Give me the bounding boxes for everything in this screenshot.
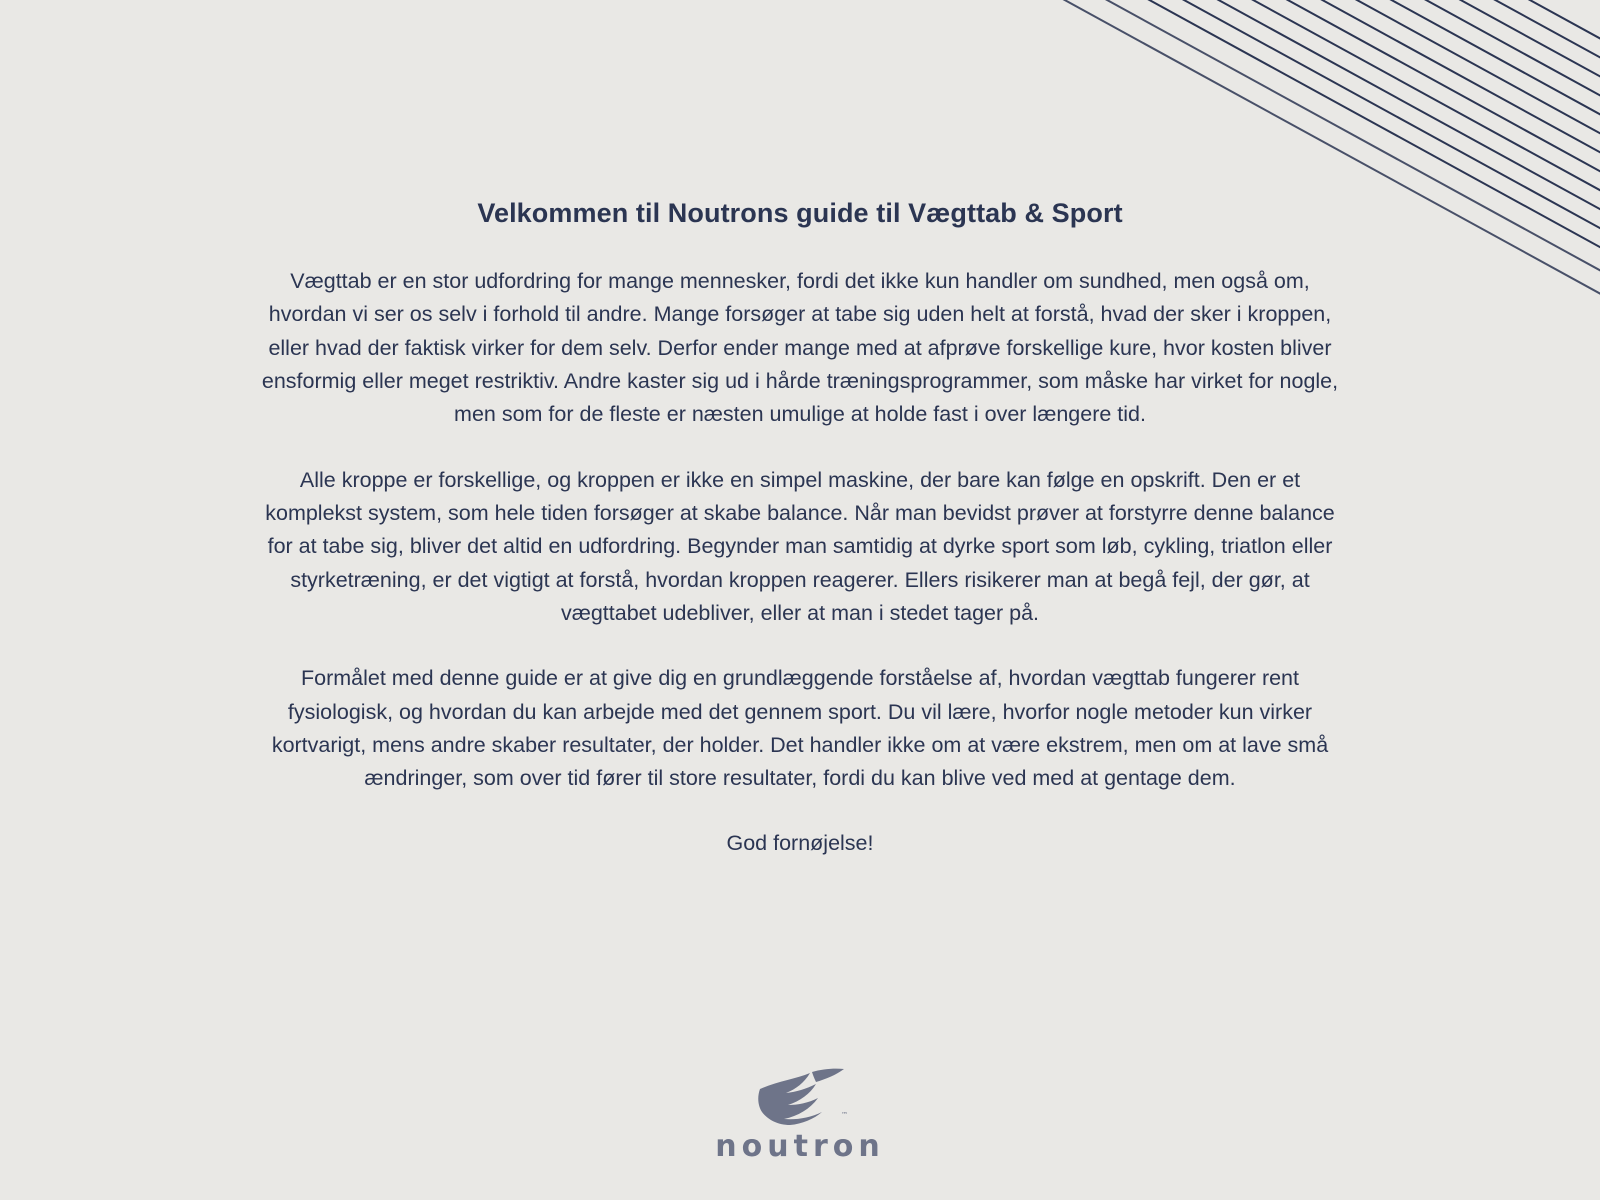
footer-logo bbox=[0, 1067, 1600, 1164]
closing-line: God fornøjelse! bbox=[726, 831, 874, 856]
paragraph-2: Alle kroppe er forskellige, og kroppen er ikke en simpel maskine, der bare kan følge en opskrift. Den er et komplekst system, som hele tiden forsøger at skabe balance. Når man bevidst prøver at forstyrre denne balance for at tabe sig, bliver det altid en udfordring. Begynder man samtidig at dyrke sport som løb, cykling, triatlon eller styrketræning, er det vigtigt at forstå, hvordan kroppen reagerer. Ellers risikerer man at begå fejl, der gør, at vægttabet udebliver, eller at man i stedet tager på. bbox=[265, 467, 1335, 625]
brand-wordmark: noutron bbox=[715, 1129, 885, 1164]
paragraph-1: Vægttab er en stor udfordring for mange mennesker, fordi det ikke kun handler om sundhed, men også om, hvordan vi ser os selv i forhold til andre. Mange forsøger at tabe sig uden helt at forstå, hvad der sker i kroppen, eller hvad der faktisk virker for dem selv. Derfor ender mange med at afprøve forskellige kure, hvor kosten bliver ensformig eller meget restriktiv. Andre kaster sig ud i hårde træningsprogrammer, som måske har virket for nogle, men som for de fleste er næsten umulige at holde fast i over længere tid. bbox=[261, 269, 1339, 427]
svg-text:™: ™ bbox=[841, 1111, 848, 1119]
page-title: Velkommen til Noutrons guide til Vægttab & Sport bbox=[477, 198, 1123, 228]
wing-icon bbox=[752, 1067, 848, 1125]
paragraph-3: Formålet med denne guide er at give dig en grundlæggende forståelse af, hvordan vægttab fungerer rent fysiologisk, og hvordan du kan arbejde med det gennem sport. Du vil lære, hvorfor nogle metoder kun virker kortvarigt, mens andre skaber resultater, der holder. Det handler ikke om at være ekstrem, men om at lave små ændringer, som over tid fører til store resultater, fordi du kan blive ved med at gentage dem. bbox=[271, 666, 1329, 791]
document-content bbox=[0, 196, 1600, 861]
